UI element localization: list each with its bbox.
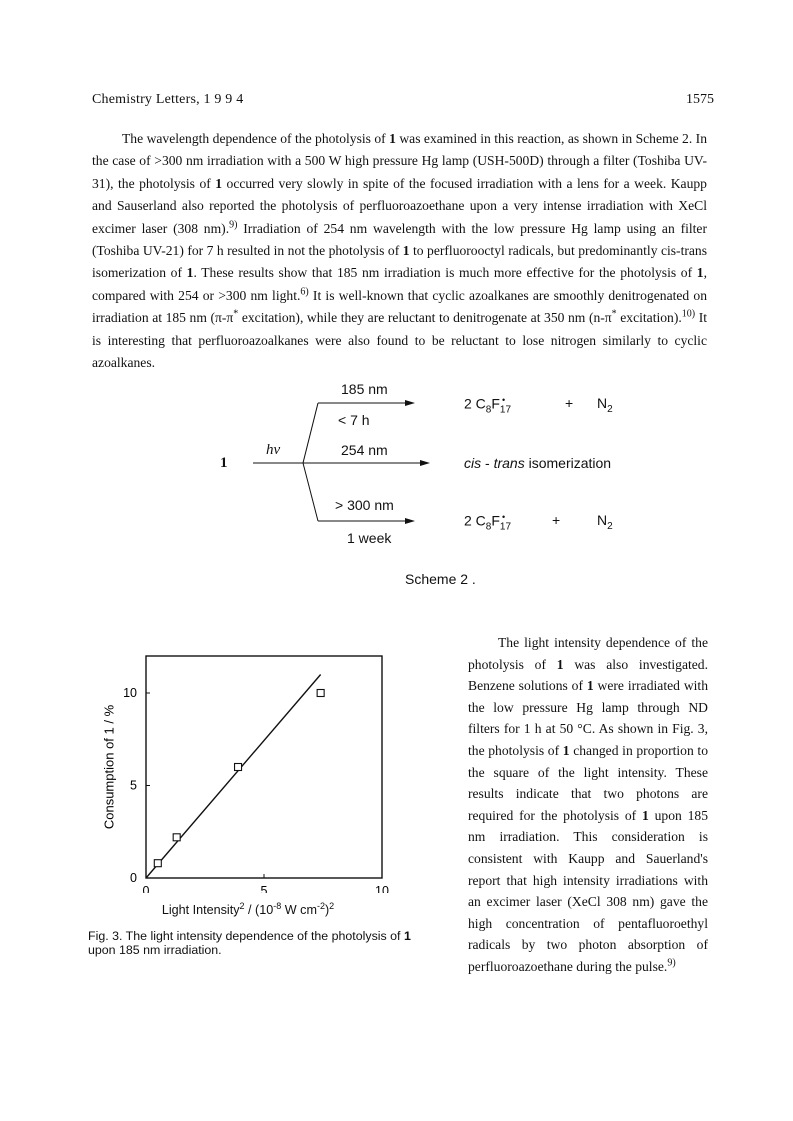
y-tick-label: 5 (130, 778, 137, 793)
hv-label: hν (266, 442, 281, 458)
reference-10: 10) (681, 308, 696, 320)
text-run: excitation). (616, 310, 682, 326)
bottom-arrowhead (405, 518, 415, 524)
x-tick-label: 0 (142, 884, 150, 893)
nitrogen-subscript: 2 (607, 520, 613, 532)
compound-number: 1 (186, 265, 194, 281)
carbon-subscript: 8 (485, 404, 492, 416)
fluorine-letter: F (491, 395, 500, 412)
radical-dot: • (502, 512, 506, 522)
product-prefix: 2 C (464, 395, 486, 412)
top-wavelength-label: 185 nm (341, 381, 388, 397)
y-tick-label: 0 (130, 871, 137, 885)
carbon-subscript: 8 (485, 521, 492, 533)
x-axis-label (88, 901, 408, 917)
compound-number: 1 (696, 265, 704, 281)
isomerization-product (464, 455, 611, 471)
top-time-label: < 7 h (338, 412, 370, 428)
journal-header: Chemistry Letters, 1 9 9 4 (92, 92, 244, 107)
reference-9: 9) (229, 219, 238, 231)
bottom-time-label: 1 week (347, 530, 392, 546)
dash-text: - (481, 455, 494, 471)
y-tick-label: 10 (123, 686, 137, 700)
text-run: The wavelength dependence of the photolysis of (122, 131, 390, 146)
nitrogen-letter: N (597, 395, 608, 411)
text-run: upon 185 nm irradiation. This consideration is consistent with Kaupp and Sauerland's report that high intensity irradiations with an excimer laser (XeCl 308 nm) gave the high concentration of pentafluoroethyl radicals by two photon absorption of perfluoroazoethane during the pulse. (468, 807, 708, 974)
compound-number: 1 (556, 656, 564, 672)
text-run: The light intensity dependence of the photolysis of (468, 635, 708, 672)
text-run: occurred very slowly in spite of the focused irradiation with a lens for a week. Kaupp and Sauserland also reported the photolysis of perfluoroazoethane upon a very intense irradiation with XeCl excimer laser (308 nm). (92, 175, 707, 236)
cis-text: cis (464, 455, 482, 471)
data-point (173, 834, 180, 841)
text-run: changed in proportion to the square of the light intensity. These results indicate that two photons are required for the photolysis of (468, 742, 708, 823)
x-tick-label: 5 (260, 884, 268, 893)
compound-number: 1 (562, 742, 570, 758)
text-run: excitation), while they are reluctant to denitrogenate at 350 nm (n-π (238, 310, 612, 326)
top-nitrogen (597, 395, 613, 415)
compound-number: 1 (403, 929, 411, 943)
text-run: was also investigated. Benzene solutions of (468, 656, 708, 694)
compound-number: 1 (389, 131, 396, 146)
branch-up-line (303, 403, 318, 463)
xlabel-part: 2 (329, 901, 335, 911)
mid-wavelength-label: 254 nm (341, 442, 388, 458)
reference-9: 9) (667, 957, 676, 969)
data-point (154, 860, 161, 867)
nitrogen-letter: N (597, 512, 608, 528)
paragraph-intensity-dependence (468, 632, 708, 978)
text-run: . These results show that 185 nm irradiation is much more effective for the photolysis of (193, 265, 697, 281)
compound-number: 1 (586, 678, 594, 694)
figure-caption (88, 929, 433, 957)
compound-number: 1 (215, 175, 223, 191)
product-prefix: 2 C (464, 512, 486, 529)
reference-6: 6) (300, 286, 309, 298)
fluorine-subscript: 17 (499, 404, 512, 416)
main-arrowhead (420, 460, 430, 466)
top-product (464, 395, 512, 416)
text-run: It is interesting that perfluoroazoalkanes were also found to be reluctant to lose nitrogen similarly to cyclic azoalkanes. (92, 310, 707, 371)
xlabel-part: 2 (239, 901, 245, 911)
fluorine-subscript: 17 (499, 521, 512, 533)
top-plus: + (565, 395, 574, 411)
text-run: It is well-known that cyclic azoalkanes are smoothly denitrogenated on irradiation at 185 nm (π-π (92, 287, 707, 326)
radical-dot: • (502, 395, 506, 405)
xlabel-part: ) (324, 903, 330, 918)
xlabel-part: W cm (281, 903, 317, 918)
xlabel-part: -2 (316, 901, 325, 911)
nitrogen-subscript: 2 (607, 403, 613, 415)
figure-3 (88, 648, 408, 893)
excited-star: * (611, 308, 617, 320)
scheme-label: Scheme 2 . (405, 571, 476, 587)
xlabel-part: -8 (273, 901, 282, 911)
trans-text: trans (493, 455, 525, 471)
text-run: were irradiated with the low pressure Hg lamp through ND filters for 1 h at 50 °C. As shown in Fig. 3, the photolysis of (468, 678, 708, 758)
bottom-nitrogen (597, 512, 613, 532)
caption-text: upon 185 nm irradiation. (88, 943, 222, 957)
y-axis-label: Consumption of 1 / % (101, 704, 117, 830)
compound-number: 1 (642, 807, 649, 823)
xlabel-part: Light Intensity (161, 903, 240, 918)
data-point (317, 690, 324, 697)
scheme-reactant: 1 (220, 455, 228, 471)
isomerization-word: isomerization (524, 455, 612, 471)
text-run: was examined in this reaction, as shown in Scheme 2. In the case of >300 nm irradiation with a 500 W high pressure Hg lamp (USH-500D) through a filter (Toshiba UV-31), the photolysis of (92, 131, 707, 191)
top-arrowhead (405, 400, 415, 406)
fit-line (146, 675, 321, 879)
branch-down-line (303, 463, 318, 521)
xlabel-part: / (10 (244, 903, 274, 918)
page-number: 1575 (686, 92, 714, 107)
text-run: to perfluorooctyl radicals, but predominantly cis-trans isomerization of (92, 243, 707, 281)
compound-number: 1 (402, 243, 410, 259)
y-axis-label-group (101, 704, 116, 829)
plot-frame (146, 656, 382, 878)
bottom-wavelength-label: > 300 nm (335, 497, 394, 513)
x-tick-label: 10 (375, 884, 389, 893)
caption-text: Fig. 3. The light intensity dependence of the photolysis of (88, 929, 404, 943)
fluorine-letter: F (491, 512, 500, 529)
text-run: Irradiation of 254 nm wavelength with the low pressure Hg lamp using an filter (Toshiba UV-21) for 7 h resulted in not the photolysis of (92, 220, 707, 259)
excited-star: * (233, 308, 239, 320)
bottom-plus: + (552, 512, 561, 528)
text-run: , compared with 254 or >300 nm light. (92, 265, 707, 303)
bottom-product (464, 512, 512, 533)
light-intensity-chart (88, 648, 408, 893)
data-point (235, 764, 242, 771)
